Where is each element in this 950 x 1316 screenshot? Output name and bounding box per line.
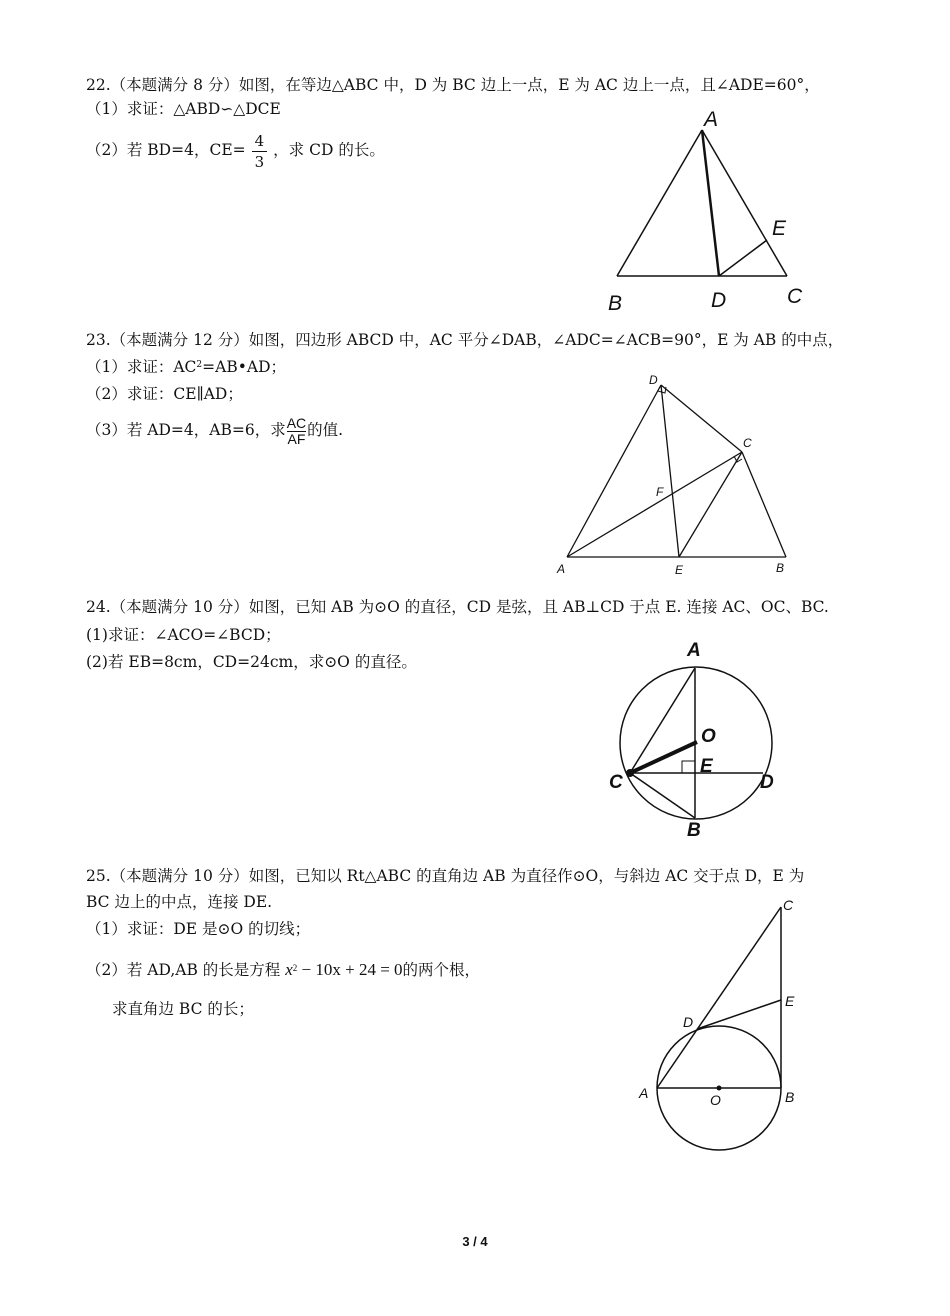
q22-label-b: B xyxy=(608,292,623,315)
q25-part2-prefix: （2）若 AD,AB 的长是方程 xyxy=(86,961,281,979)
q25-label-d: D xyxy=(683,1014,694,1030)
q24-figure xyxy=(600,630,800,845)
q22-part2-prefix: （2）若 BD=4，CE= xyxy=(86,141,246,159)
q25-part2 xyxy=(86,959,480,981)
q23-part3-suffix: 的值. xyxy=(307,421,344,439)
q23-segment-ce xyxy=(679,452,742,557)
q22-fraction-denominator: 3 xyxy=(254,152,265,171)
q23-fraction-denominator: AF xyxy=(287,430,306,447)
q23-segment-de xyxy=(661,385,679,557)
q22-label-d: D xyxy=(711,289,727,312)
q23-part1 xyxy=(86,356,286,378)
q22-segment-ad xyxy=(702,130,719,276)
q22-label-e: E xyxy=(772,217,787,240)
q25-part2-suffix: 的两个根， xyxy=(402,961,481,979)
q22-stem: 22.（本题满分 8 分）如图，在等边△ABC 中，D 为 BC 边上一点，E 为 AC 边上一点，且∠ADE=60°， xyxy=(86,76,820,94)
q25-label-b: B xyxy=(785,1089,795,1105)
q23-label-f: F xyxy=(656,485,664,499)
q22-segment-de xyxy=(719,240,767,276)
q25-label-e: E xyxy=(785,993,795,1009)
q23-side-dc xyxy=(661,385,742,452)
q23-fraction xyxy=(287,416,306,447)
q24-label-c: C xyxy=(609,772,623,793)
q22-part1: （1）求证：△ABD∽△DCE xyxy=(86,100,281,118)
q23-label-a: A xyxy=(557,562,566,576)
q25-label-a: A xyxy=(639,1085,649,1101)
q23-side-cb xyxy=(742,452,786,557)
q22-side-ab xyxy=(617,130,702,276)
q22-label-c: C xyxy=(787,285,803,308)
q23-label-b: B xyxy=(776,561,785,575)
q25-equation xyxy=(285,960,402,979)
page-number: 3 / 4 xyxy=(462,1234,488,1249)
q25-figure xyxy=(630,895,810,1185)
q25-label-c: C xyxy=(783,897,794,913)
q23-part1-suffix: =AB•AD； xyxy=(202,358,286,376)
q23-label-e: E xyxy=(675,563,684,577)
q22-fraction xyxy=(252,131,268,172)
q24-label-a: A xyxy=(687,640,701,661)
q23-fraction-numerator: AC xyxy=(286,414,307,431)
q25-center-o xyxy=(717,1086,722,1091)
q22-fraction-numerator: 4 xyxy=(252,131,268,152)
q23-figure xyxy=(550,370,800,580)
q25-equation-rest: − 10x + 24 = 0 xyxy=(297,960,403,979)
q25-equation-variable: x xyxy=(285,960,293,979)
q24-label-d: D xyxy=(760,772,774,793)
q23-part1-prefix: （1）求证：AC xyxy=(86,358,197,376)
q23-label-d: D xyxy=(649,373,658,387)
q24-label-e: E xyxy=(700,756,713,777)
q22-part2 xyxy=(86,128,385,172)
q25-label-o: O xyxy=(710,1092,721,1108)
q25-segment-de xyxy=(697,1000,781,1029)
q22-side-ac xyxy=(702,130,787,276)
q25-equation-exponent: 2 xyxy=(292,963,298,973)
q24-label-o: O xyxy=(701,726,716,747)
q23-part2: （2）求证：CE∥AD； xyxy=(86,385,243,403)
q25-hypotenuse-ac xyxy=(657,907,781,1088)
q23-stem: 23.（本题满分 12 分）如图，四边形 ABCD 中，AC 平分∠DAB，∠ADC=∠ACB=90°，E 为 AB 的中点， xyxy=(86,331,844,349)
q22-figure xyxy=(600,100,820,320)
q23-part3-prefix: （3）若 AD=4，AB=6，求 xyxy=(86,421,286,439)
q22-label-a: A xyxy=(704,108,719,131)
q25-part1: （1）求证：DE 是⊙O 的切线； xyxy=(86,920,311,938)
q22-part2-suffix: ，求 CD 的长。 xyxy=(273,141,385,159)
q23-part3 xyxy=(86,408,343,452)
q24-part1: (1)求证：∠ACO=∠BCD； xyxy=(86,626,281,644)
q25-stem-line2: BC 边上的中点，连接 DE. xyxy=(86,893,273,911)
q23-side-ad xyxy=(567,385,661,557)
q24-point-c xyxy=(626,769,634,777)
q25-part2-line2: 求直角边 BC 的长； xyxy=(112,1000,254,1018)
q23-part1-exponent: 2 xyxy=(196,360,203,370)
q24-right-angle-e xyxy=(682,761,695,773)
q23-label-c: C xyxy=(743,436,752,450)
q24-label-b: B xyxy=(687,820,701,841)
q24-part2: (2)若 EB=8cm，CD=24cm，求⊙O 的直径。 xyxy=(86,653,417,671)
q24-stem: 24.（本题满分 10 分）如图，已知 AB 为⊙O 的直径，CD 是弦，且 AB⊥CD 于点 E. 连接 AC、OC、BC. xyxy=(86,598,829,616)
q23-diagonal-ac xyxy=(567,452,742,557)
q25-stem-line1: 25.（本题满分 10 分）如图，已知以 Rt△ABC 的直角边 AB 为直径作⊙O，与斜边 AC 交于点 D，E 为 xyxy=(86,867,805,885)
